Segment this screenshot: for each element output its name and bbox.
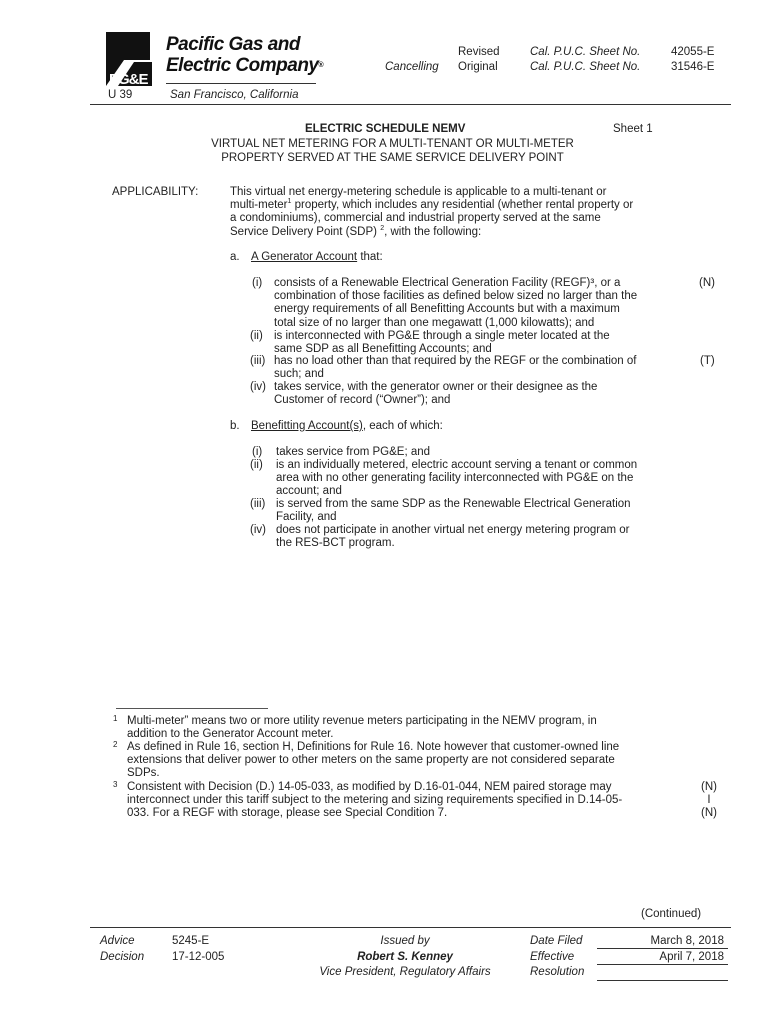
footnote-1: Multi-meter” means two or more utility revenue meters participating in the NEMV program, in addition to the Generator Account meter. — [127, 715, 597, 741]
revised-label: Revised — [458, 46, 500, 58]
sheet-label-2: Cal. P.U.C. Sheet No. — [530, 61, 641, 73]
section-b-item-iii-num: (iii) — [250, 498, 266, 510]
section-b-marker: b. — [230, 420, 240, 432]
location: San Francisco, California — [170, 89, 299, 101]
pge-logo — [104, 30, 154, 88]
issued-by-label: Issued by — [380, 935, 430, 947]
section-a-item-i-num: (i) — [252, 277, 263, 289]
footnote-2-num: 2 — [113, 740, 118, 749]
effective-value: April 7, 2018 — [659, 951, 724, 963]
section-b-heading: Benefitting Account(s), each of which: — [251, 420, 443, 432]
section-a-heading: A Generator Account that: — [251, 251, 383, 263]
footnote-3: Consistent with Decision (D.) 14-05-033, as modified by D.16-01-044, NEM paired storage may interconnect under this tariff subject to the metering and sizing requirements specified in D.14-05- 033. For a REGF with storage, please see Special Condition 7. — [127, 781, 623, 820]
advice-number: 5245-E — [172, 935, 210, 947]
section-b-item-iv: does not participate in another virtual net energy metering program or the RES-BCT program. — [276, 524, 630, 550]
section-b-item-i: takes service from PG&E; and — [276, 446, 431, 458]
schedule-title: ELECTRIC SCHEDULE NEMV — [305, 123, 466, 135]
date-filed-value: March 8, 2018 — [650, 935, 724, 947]
issuer-name: Robert S. Kenney — [357, 951, 453, 963]
date-filed-rule — [597, 948, 728, 949]
logo-underline — [166, 83, 316, 84]
section-a-marker: a. — [230, 251, 240, 263]
section-a-item-i: consists of a Renewable Electrical Generation Facility (REGF)³, or a combination of those facilities as defined below sized no larger than the energy requirements of all Benefitting Accounts but with a maximum total size of no larger than one megawatt (1,000 kilowatts); and — [274, 277, 638, 329]
footnote-2: As defined in Rule 16, section H, Definitions for Rule 16. Note however that customer-owned line extensions that deliver power to other meters on the same property are not considered separate SDPs. — [127, 741, 620, 780]
section-b-item-iii: is served from the same SDP as the Renewable Electrical Generation Facility, and — [276, 498, 631, 524]
sheet-number-2: 31546-E — [671, 61, 715, 73]
section-a-item-ii-num: (ii) — [250, 330, 263, 342]
sheet-label-1: Cal. P.U.C. Sheet No. — [530, 46, 641, 58]
applicability-label: APPLICABILITY: — [112, 186, 199, 198]
applicability-text: This virtual net energy-metering schedule is applicable to a multi-tenant or multi-meter$^1$ property, which includes any residential (whether rental property or a condominiums), commercial and industrial property served at the same Service Delivery Point (SDP) $^2$, with the following: — [230, 186, 634, 238]
continued-label: (Continued) — [641, 908, 702, 920]
section-a-item-ii: is interconnected with PG&E through a single meter located at the same SDP as all Benefitting Accounts; and — [274, 330, 610, 356]
issuer-title: Vice President, Regulatory Affairs — [319, 966, 491, 978]
utility-id: U 39 — [108, 89, 133, 101]
decision-number: 17-12-005 — [172, 951, 225, 963]
footnote-3-num: 3 — [113, 780, 118, 789]
section-b-item-ii-num: (ii) — [250, 459, 263, 471]
resolution-label: Resolution — [530, 966, 585, 978]
pge-logo-icon — [104, 30, 154, 88]
logo-text: PG&E — [109, 71, 148, 88]
original-label: Original — [458, 61, 498, 73]
section-a-item-iii-num: (iii) — [250, 355, 266, 367]
section-b-item-iv-num: (iv) — [250, 524, 266, 536]
effective-rule — [597, 964, 728, 965]
decision-label: Decision — [100, 951, 145, 963]
advice-label: Advice — [100, 935, 135, 947]
footnote-1-num: 1 — [113, 714, 118, 723]
company-name — [166, 34, 323, 76]
section-a-item-iii: has no load other than that required by the REGF or the combination of such; and — [274, 355, 637, 381]
effective-label: Effective — [530, 951, 575, 963]
schedule-subtitle-2: PROPERTY SERVED AT THE SAME SERVICE DELIVERY POINT — [221, 152, 564, 164]
cancelling-label: Cancelling — [385, 61, 439, 73]
schedule-subtitle-1: VIRTUAL NET METERING FOR A MULTI-TENANT OR MULTI-METER — [211, 138, 574, 150]
sheet-number-label: Sheet 1 — [613, 123, 653, 135]
company-line-2: Electric Company® — [166, 55, 324, 76]
section-a-item-iv-num: (iv) — [250, 381, 266, 393]
date-filed-label: Date Filed — [530, 935, 583, 947]
footnote-margin-marks: (N) I (N) — [701, 781, 717, 820]
margin-mark-text-change: (T) — [700, 355, 715, 367]
footnote-separator — [116, 708, 268, 709]
resolution-rule — [597, 980, 728, 981]
sheet-number-1: 42055-E — [671, 46, 715, 58]
section-b-item-i-num: (i) — [252, 446, 263, 458]
section-a-item-iv: takes service, with the generator owner or their designee as the Customer of record (“Owner”); and — [274, 381, 598, 407]
company-line-1: Pacific Gas and — [166, 34, 301, 55]
section-b-item-ii: is an individually metered, electric account serving a tenant or common area with no other generating facility interconnected with PG&E on the account; and — [276, 459, 638, 498]
footer-rule — [90, 927, 731, 928]
margin-mark-new: (N) — [699, 277, 715, 289]
header-rule — [90, 104, 731, 105]
